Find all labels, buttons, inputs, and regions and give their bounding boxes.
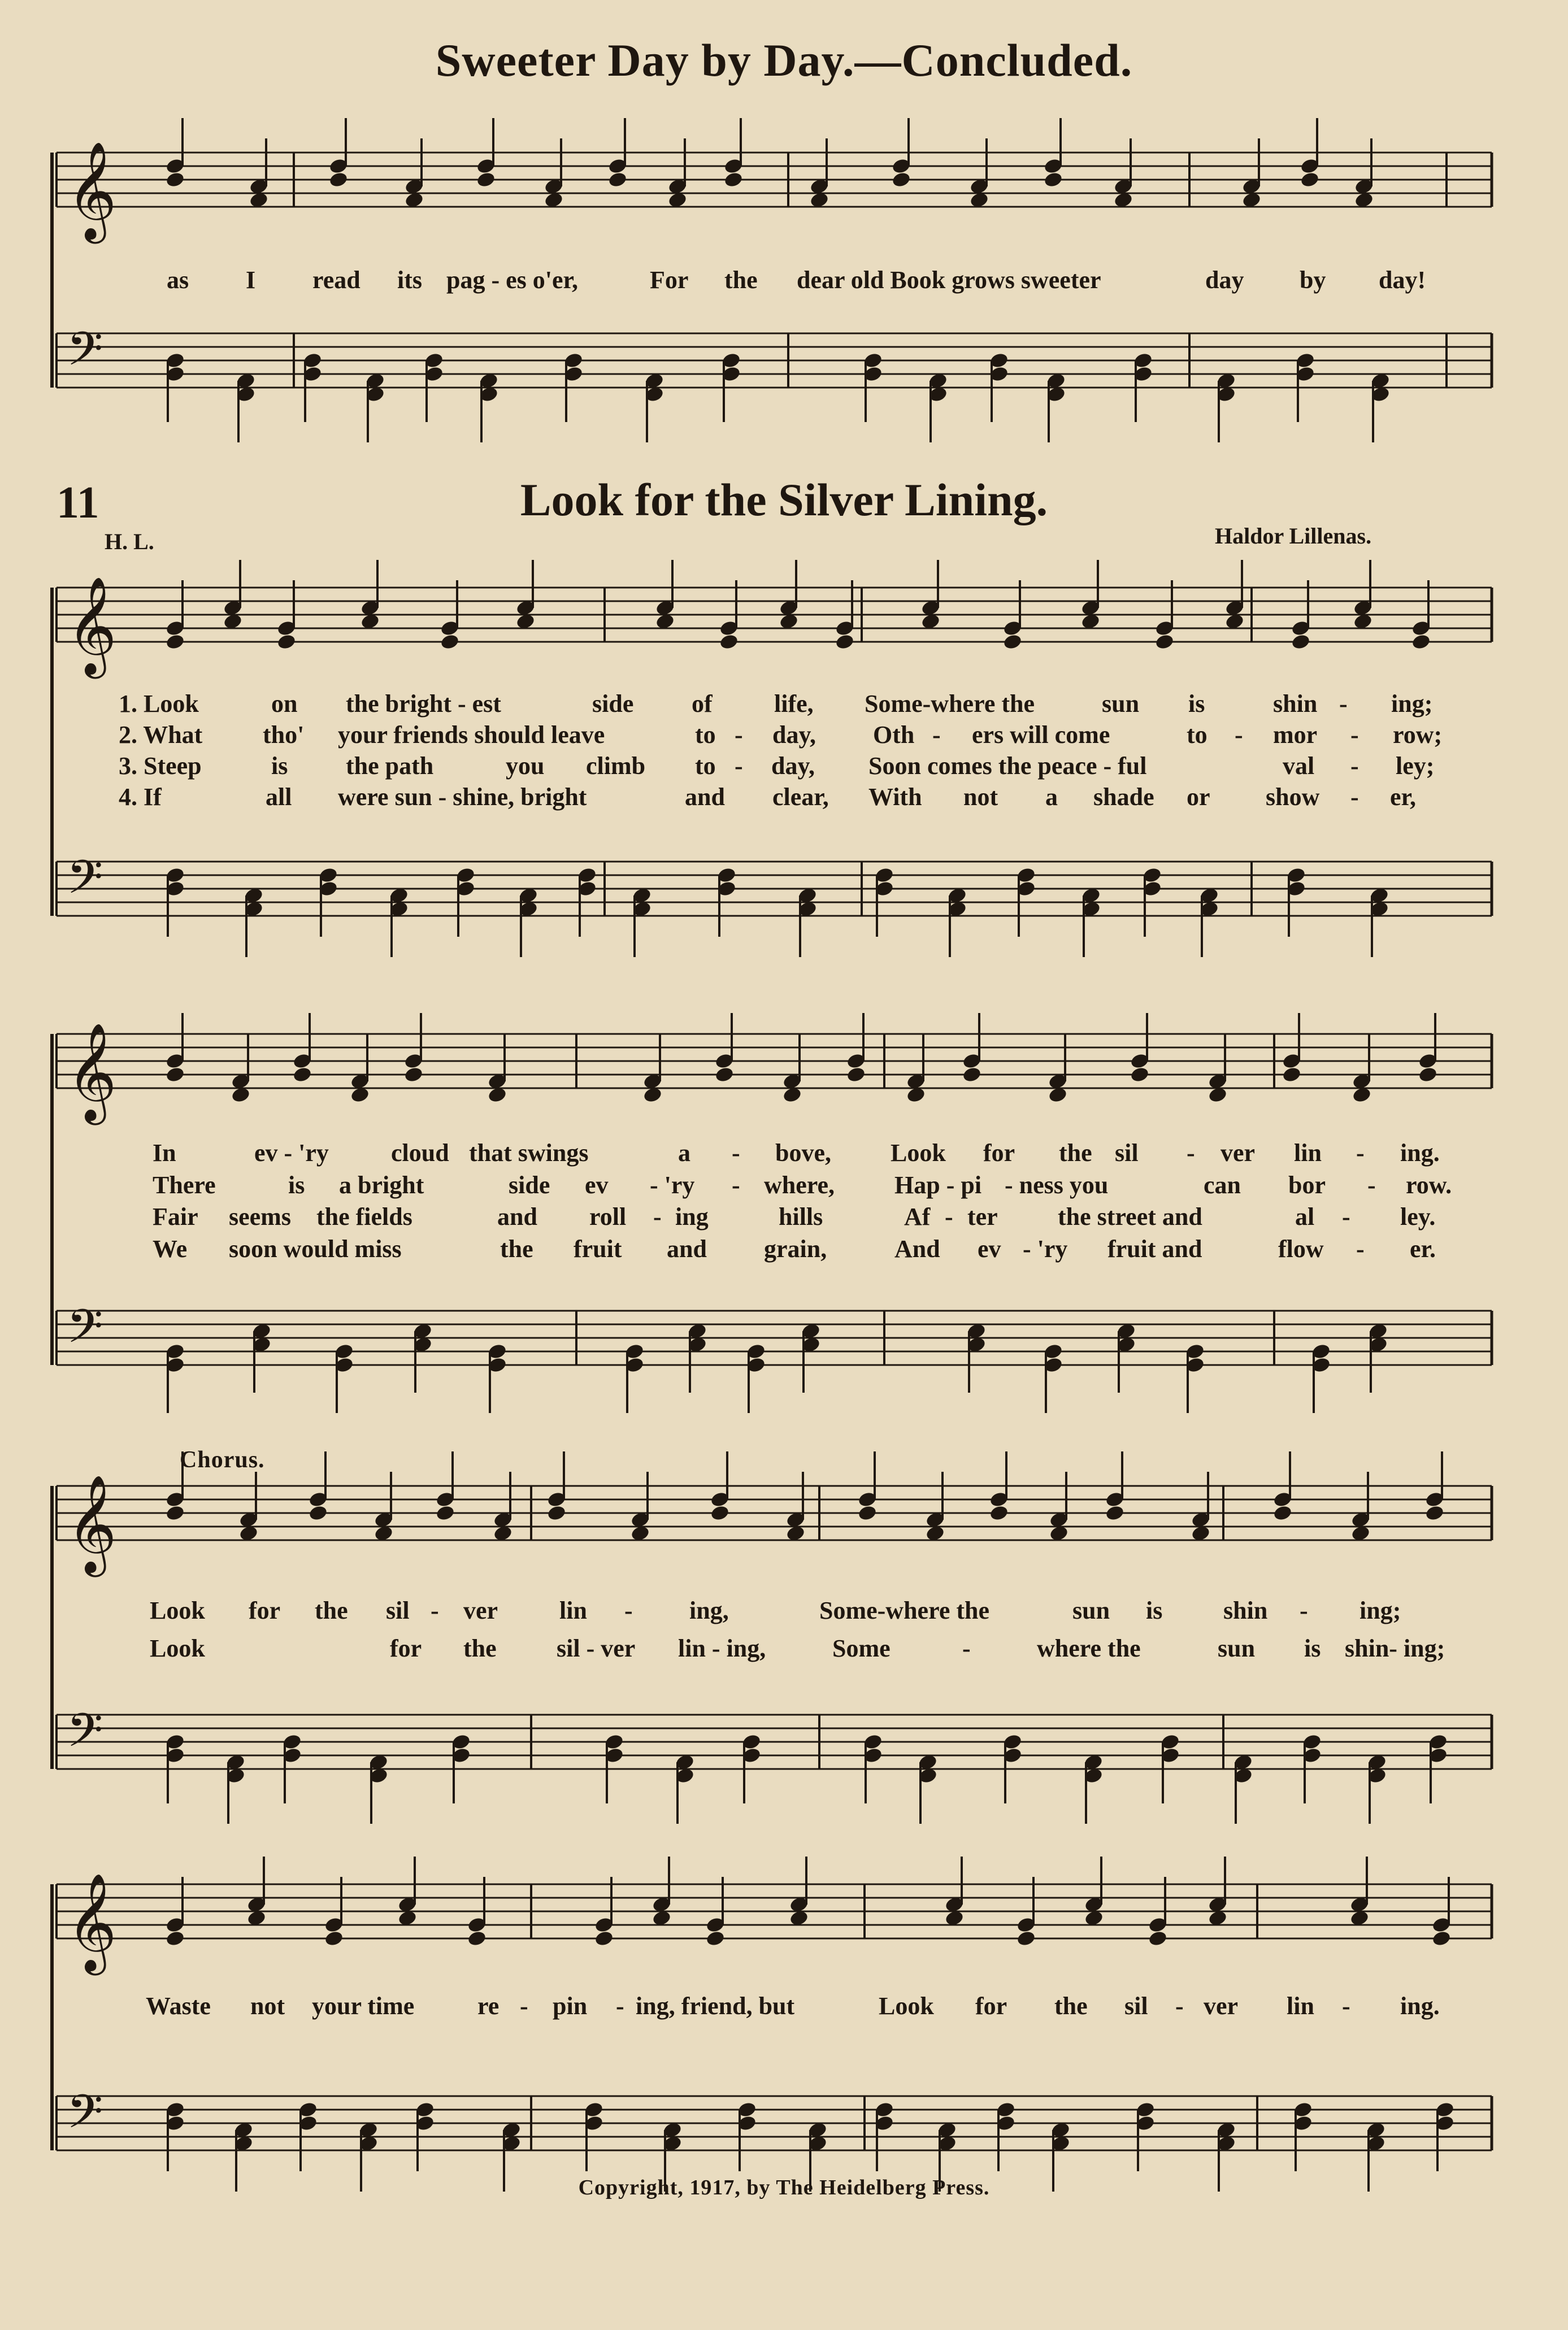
lyric-word: pag - es o'er, <box>446 266 579 294</box>
treble-clef-icon: 𝄞 <box>67 1023 117 1121</box>
note-head <box>1148 1930 1168 1948</box>
bass-clef-icon: 𝄢 <box>67 1703 103 1769</box>
note-head <box>165 1505 185 1522</box>
note-head <box>1002 633 1023 651</box>
note-head <box>328 171 349 189</box>
lyricist-initials: H. L. <box>105 529 154 554</box>
note-head <box>710 1505 730 1522</box>
note-head <box>467 1930 487 1948</box>
chorus-line-1-lower: Look for the sil - ver lin - ing, Some - where the sun is shin- ing; <box>150 1635 1445 1662</box>
copyright-notice: Copyright, 1917, by The Heidelberg Press. <box>578 2176 990 2199</box>
note-head <box>594 1930 614 1948</box>
verse-3-b: Fair seems the fields and roll - ing hills Af - ter the street and al - ley. <box>153 1203 1436 1231</box>
note-head <box>1043 171 1063 189</box>
verse-2: 2. What tho' your friends should leave to - day, Oth - ers will come to - mor - row; <box>119 721 1443 749</box>
treble-clef-icon: 𝄞 <box>67 141 117 240</box>
note-head <box>1154 633 1175 651</box>
verse-3: 3. Steep is the path you climb to - day, Soon comes the peace - ful val - ley; <box>119 752 1435 780</box>
lyric-word: read <box>312 266 360 294</box>
lyric-word: by <box>1300 266 1326 294</box>
lyric-word: as <box>167 266 189 294</box>
chorus-line-1 <box>0 1596 1568 1664</box>
bass-clef-icon: 𝄢 <box>67 2084 103 2150</box>
note-head <box>1418 1066 1438 1084</box>
hymn-number: 11 <box>57 478 99 528</box>
note-head <box>857 1505 878 1522</box>
note-head <box>435 1505 455 1522</box>
note-head <box>607 171 628 189</box>
lyric-word: For <box>650 266 689 294</box>
note-head <box>403 1066 424 1084</box>
note-head <box>308 1505 328 1522</box>
verse-4: 4. If all were sun - shine, bright and clear, With not a shade or show - er, <box>119 783 1417 811</box>
note-head <box>1291 633 1311 651</box>
verse-line-1 <box>0 689 1568 825</box>
note-head <box>714 1066 735 1084</box>
note-head <box>846 1066 866 1084</box>
note-head <box>440 633 460 651</box>
lyric-word: day! <box>1379 266 1426 294</box>
verse-4-b: We soon would miss the fruit and grain, And ev - 'ry fruit and flow - er. <box>153 1235 1436 1263</box>
note-head <box>476 171 496 189</box>
lyric-word: its <box>397 266 422 294</box>
bass-clef-icon: 𝄢 <box>67 850 103 916</box>
note-head <box>835 633 855 651</box>
note-head <box>719 633 739 651</box>
note-head <box>1016 1930 1036 1948</box>
note-head <box>324 1930 344 1948</box>
note-head <box>1431 1930 1452 1948</box>
note-head <box>1424 1505 1445 1522</box>
note-head <box>989 1505 1009 1522</box>
bass-clef-icon: 𝄢 <box>67 1299 103 1365</box>
note-head <box>891 171 911 189</box>
note-head <box>165 1930 185 1948</box>
note-head <box>165 1066 185 1084</box>
composer-name: Haldor Lillenas. <box>1215 523 1372 549</box>
lyric-word: dear old Book grows sweeter <box>797 266 1101 294</box>
verse-1-b: In ev - 'ry cloud that swings a - bove, Look for the sil - ver lin - ing. <box>153 1139 1440 1167</box>
note-head <box>1130 1066 1150 1084</box>
treble-clef-icon: 𝄞 <box>67 1475 117 1573</box>
continuation-lyric <box>0 266 1568 299</box>
note-head <box>165 171 185 189</box>
treble-clef-icon: 𝄞 <box>67 576 117 675</box>
note-head <box>165 633 185 651</box>
hymn-title: Look for the Silver Lining. <box>520 474 1048 525</box>
note-head <box>292 1066 312 1084</box>
note-head <box>705 1930 726 1948</box>
verse-1: 1. Look on the bright - est side of life, Some-where the sun is shin - ing; <box>119 690 1433 718</box>
chorus-line-2: Waste not your time re - pin - ing, friend, but Look for the sil - ver lin - ing. <box>146 1992 1440 2020</box>
note-head <box>1105 1505 1125 1522</box>
treble-clef-icon: 𝄞 <box>67 1873 117 1971</box>
lyric-word: day <box>1205 266 1244 294</box>
note-head <box>962 1066 982 1084</box>
chorus-label: Chorus. <box>180 1447 265 1473</box>
lyric-word: I <box>246 266 256 294</box>
note-head <box>1272 1505 1293 1522</box>
note-head <box>723 171 744 189</box>
chorus-line-1-upper: Look for the sil - ver lin - ing, Some-where the sun is shin - ing; <box>150 1597 1401 1624</box>
lyric-word: the <box>724 266 758 294</box>
note-head <box>1411 633 1431 651</box>
note-head <box>1300 171 1320 189</box>
verse-line-2 <box>0 1138 1568 1274</box>
note-head <box>546 1505 567 1522</box>
page-title: Sweeter Day by Day.—Concluded. <box>435 34 1133 86</box>
note-head <box>276 633 297 651</box>
bass-clef-icon: 𝄢 <box>67 321 103 388</box>
note-head <box>1282 1066 1302 1084</box>
verse-2-b: There is a bright side ev - 'ry - where, Hap - pi - ness you can bor - row. <box>153 1171 1452 1199</box>
